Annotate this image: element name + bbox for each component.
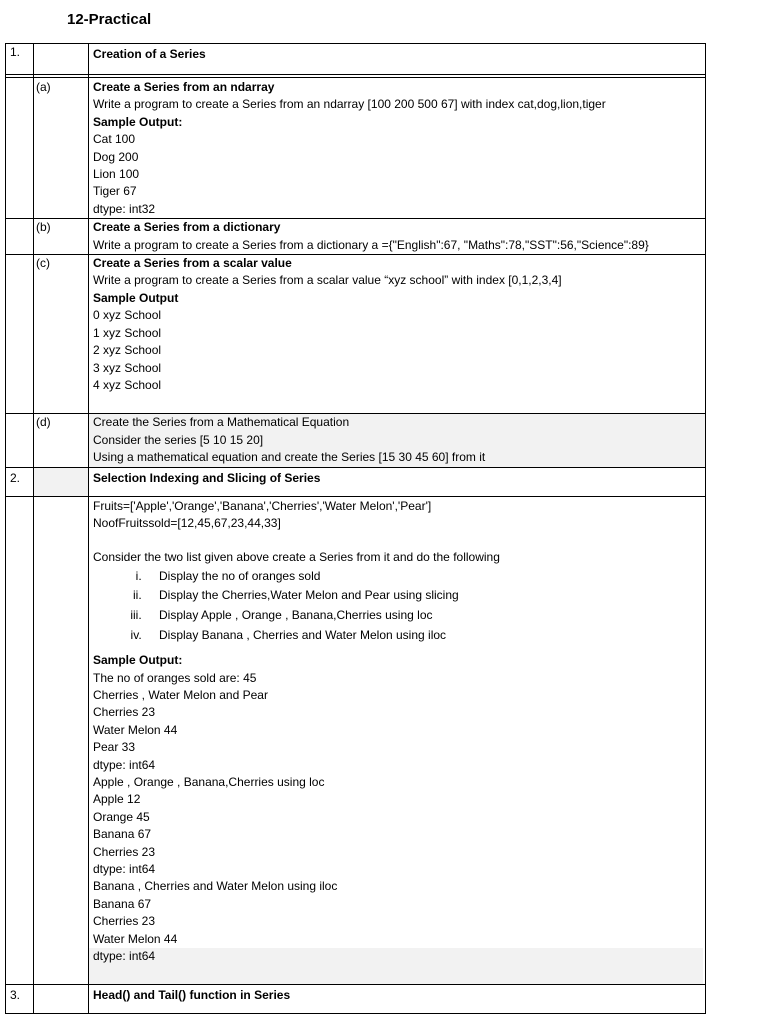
- shaded-block: [89, 948, 703, 984]
- output-line: Water Melon 44: [93, 931, 178, 946]
- output-line: Apple , Orange , Banana,Cherries using loc: [93, 774, 325, 789]
- section-heading: Head() and Tail() function in Series: [89, 985, 706, 1014]
- output-line: Banana , Cherries and Water Melon using iloc: [93, 879, 338, 894]
- list-item: iii. Display Apple , Orange , Banana,Cherries using loc: [145, 606, 703, 626]
- task-title: Create the Series from a Mathematical Equation: [93, 415, 350, 430]
- section-heading: Creation of a Series: [89, 44, 706, 75]
- output-line: Tiger 67: [93, 184, 137, 199]
- sample-output-label: Sample Output:: [93, 114, 183, 129]
- sub-label-cell: [34, 467, 89, 496]
- page-title: 12-Practical: [67, 11, 152, 28]
- task-description: Write a program to create a Series from a scalar value “xyz school” with index [0,1,2,3,4]: [93, 273, 562, 288]
- sample-output-label: Sample Output:: [93, 653, 183, 668]
- task-cell: [89, 414, 706, 467]
- task-title: Create a Series from an ndarray: [93, 80, 275, 94]
- output-line: The no of oranges sold are: 45: [93, 670, 257, 685]
- sample-output-label: Sample Output: [93, 290, 179, 305]
- practical-table: [5, 43, 706, 1014]
- output-line: 0 xyz School: [93, 308, 162, 323]
- output-line: Apple 12: [93, 792, 141, 807]
- output-line: 1 xyz School: [93, 325, 162, 340]
- task-cell: [89, 219, 706, 255]
- table-row: [6, 496, 706, 985]
- section-heading: Selection Indexing and Slicing of Series: [89, 467, 706, 496]
- list-item: i. Display the no of oranges sold: [145, 567, 703, 587]
- section-number: 3.: [6, 985, 34, 1014]
- output-line: Cherries 23: [93, 914, 156, 929]
- output-line: Banana 67: [93, 827, 152, 842]
- task-cell: [89, 496, 706, 985]
- task-list: [93, 567, 703, 645]
- table-row: [6, 78, 706, 219]
- task-title: Create a Series from a scalar value: [93, 256, 292, 271]
- sub-label: (d): [34, 414, 89, 467]
- sub-label: (c): [34, 255, 89, 414]
- table-row: [6, 255, 706, 414]
- section-number: 2.: [6, 467, 34, 496]
- task-line: Using a mathematical equation and create the Series [15 30 45 60] from it: [93, 450, 486, 465]
- task-description: Write a program to create a Series from a dictionary a ={"English":67, "Maths":78,"SST":56,"Science":89}: [93, 237, 649, 252]
- output-line: Cherries 23: [93, 844, 156, 859]
- task-line: Consider the series [5 10 15 20]: [93, 432, 264, 447]
- output-line: 4 xyz School: [93, 377, 162, 392]
- section-number: 1.: [6, 44, 34, 75]
- table-row: [6, 44, 706, 75]
- output-line: dtype: int64: [93, 862, 156, 876]
- sub-label-cell: [34, 985, 89, 1014]
- table-row: [6, 985, 706, 1014]
- output-line: Dog 200: [93, 149, 139, 164]
- fruits-list: Fruits=['Apple','Orange','Banana','Cherries','Water Melon','Pear']: [93, 498, 432, 513]
- task-title: Create a Series from a dictionary: [93, 220, 281, 235]
- table-row: [6, 467, 706, 496]
- sub-label: (a): [34, 78, 89, 219]
- output-line: dtype: int64: [93, 949, 156, 964]
- fruits-sold-list: NoofFruitssold=[12,45,67,23,44,33]: [93, 515, 281, 530]
- table-row: [6, 219, 706, 255]
- table-row: [6, 414, 706, 467]
- output-line: Cherries 23: [93, 705, 156, 720]
- output-line: 2 xyz School: [93, 343, 162, 358]
- output-line: Cat 100: [93, 132, 136, 147]
- task-description: Write a program to create a Series from an ndarray [100 200 500 67] with index cat,dog,lion,tiger: [93, 97, 606, 112]
- list-item: ii. Display the Cherries,Water Melon and Pear using slicing: [145, 586, 703, 606]
- sub-label-cell: [34, 44, 89, 75]
- output-line: Orange 45: [93, 809, 150, 824]
- output-line: dtype: int32: [93, 201, 156, 216]
- task-cell: [89, 255, 706, 414]
- output-line: Cherries , Water Melon and Pear: [93, 687, 268, 702]
- sub-label: (b): [34, 219, 89, 255]
- output-line: Water Melon 44: [93, 722, 178, 737]
- output-line: Lion 100: [93, 167, 140, 182]
- output-line: 3 xyz School: [93, 360, 162, 375]
- task-instruction: Consider the two list given above create a Series from it and do the following: [93, 550, 500, 565]
- output-line: Pear 33: [93, 740, 136, 755]
- task-cell: [89, 78, 706, 219]
- output-line: Banana 67: [93, 896, 152, 911]
- output-line: dtype: int64: [93, 757, 156, 772]
- list-item: iv. Display Banana , Cherries and Water Melon using iloc: [145, 626, 703, 646]
